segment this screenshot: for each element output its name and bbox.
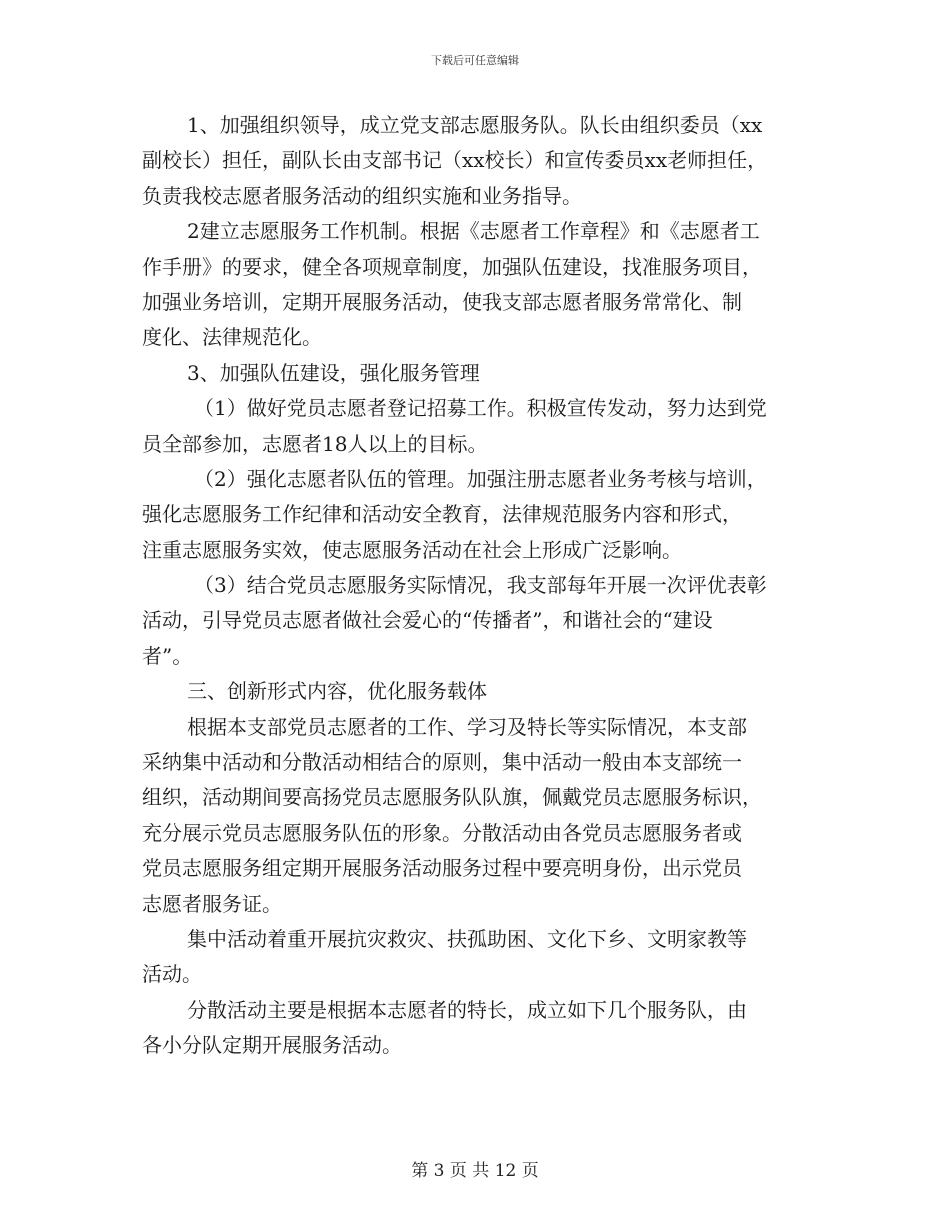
text-line: 度化、法律规范化。 [142, 325, 322, 350]
text-line: 三、创新形式内容，优化服务载体 [187, 679, 487, 704]
text-line: 加强业务培训，定期开展服务活动，使我支部志愿者服务常常化、制 [142, 289, 742, 314]
page-footer: 第 3 页 共 12 页 [411, 1161, 539, 1181]
text-line: 副校长）担任，副队长由支部书记（xx校长）和宣传委员xx老师担任， [142, 148, 768, 173]
text-line: 2建立志愿服务工作机制。根据《志愿者工作章程》和《志愿者工 [187, 219, 760, 244]
text-line: 3、加强队伍建设，强化服务管理 [187, 360, 480, 385]
text-line: 采纳集中活动和分散活动相结合的原则，集中活动一般由本支部统一 [142, 750, 742, 775]
page-header: 下载后可任意编辑 [431, 54, 519, 67]
text-line: 活动，引导党员志愿者做社会爱心的“传播者”，和谐社会的“建设 [142, 608, 713, 633]
text-line: 分散活动主要是根据本志愿者的特长，成立如下几个服务队，由 [187, 997, 747, 1022]
text-line: 组织，活动期间要高扬党员志愿服务队队旗，佩戴党员志愿服务标识， [142, 785, 762, 810]
text-line: 负责我校志愿者服务活动的组织实施和业务指导。 [142, 183, 582, 208]
text-line: 集中活动着重开展抗灾救灾、扶孤助困、文化下乡、文明家教等 [187, 926, 747, 951]
text-line: 作手册》的要求，健全各项规章制度，加强队伍建设，找准服务项目， [142, 254, 762, 279]
text-line: 志愿者服务证。 [142, 891, 282, 916]
text-line: 强化志愿服务工作纪律和活动安全教育，法律规范服务内容和形式， [142, 502, 742, 527]
text-line: 注重志愿服务实效，使志愿服务活动在社会上形成广泛影响。 [142, 537, 682, 562]
text-line: （2）强化志愿者队伍的管理。加强注册志愿者业务考核与培训， [194, 466, 767, 491]
text-line: 员全部参加，志愿者18人以上的目标。 [142, 431, 488, 456]
text-line: 充分展示党员志愿服务队伍的形象。分散活动由各党员志愿服务者或 [142, 820, 742, 845]
text-line: 活动。 [142, 962, 202, 987]
text-line: 党员志愿服务组定期开展服务活动服务过程中要亮明身份，出示党员 [142, 856, 742, 881]
text-line: 1、加强组织领导，成立党支部志愿服务队。队长由组织委员（xx [187, 113, 763, 137]
text-line: 者”。 [142, 643, 193, 668]
text-line: （3）结合党员志愿服务实际情况，我支部每年开展一次评优表彰 [194, 573, 767, 598]
document-body [142, 108, 814, 1064]
text-line: 各小分队定期开展服务活动。 [142, 1033, 402, 1058]
text-line: 根据本支部党员志愿者的工作、学习及特长等实际情况，本支部 [187, 714, 747, 739]
text-line: （1）做好党员志愿者登记招募工作。积极宣传发动，努力达到党 [194, 396, 767, 421]
